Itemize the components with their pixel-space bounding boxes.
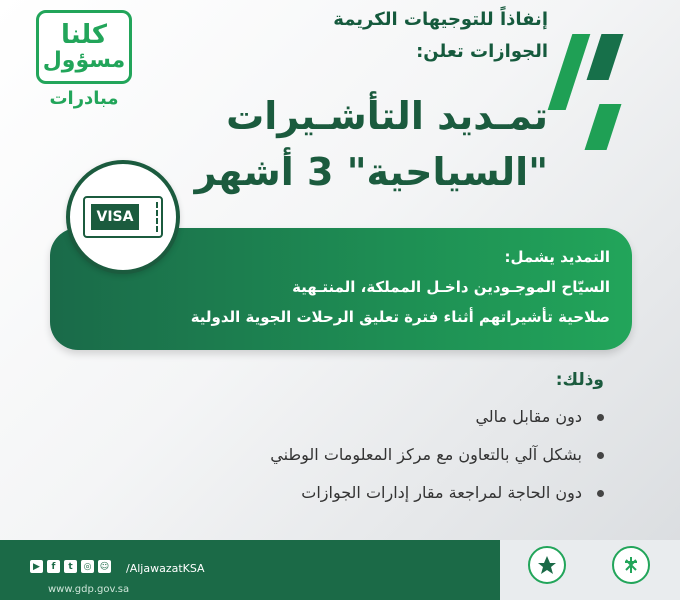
intro-text xyxy=(188,4,548,68)
bullet-icon xyxy=(597,414,604,421)
social-handle[interactable]: /AljawazatKSA xyxy=(126,562,205,575)
title-line-2: "السياحية" 3 أشهر xyxy=(194,150,548,194)
facebook-icon[interactable]: f xyxy=(47,560,60,573)
list-item-text: دون الحاجة لمراجعة مقار إدارات الجوازات xyxy=(301,483,582,502)
footer-emblem-area xyxy=(500,540,680,600)
decorative-slash xyxy=(587,34,624,80)
list-item-text: بشكل آلي بالتعاون مع مركز المعلومات الوطني xyxy=(270,445,582,464)
card-dashed-edge xyxy=(144,202,158,232)
youtube-icon[interactable]: ▶ xyxy=(30,560,43,573)
footer-bar xyxy=(0,540,680,600)
social-icons xyxy=(30,560,111,573)
snapchat-icon[interactable]: ☺ xyxy=(99,561,110,572)
logo-initiatives-label: مبادرات xyxy=(49,88,119,109)
twitter-icon[interactable]: t xyxy=(64,560,77,573)
logo-line-1: كلنا xyxy=(60,20,108,50)
visa-card xyxy=(83,196,163,238)
decorative-slash xyxy=(585,104,622,150)
page-title xyxy=(148,88,548,200)
logo-line-2: مسؤول xyxy=(42,48,126,73)
bullet-icon xyxy=(597,490,604,497)
band-heading: التمديد يشمل: xyxy=(504,248,610,266)
band-line-1: السيّاح الموجـودين داخـل المملكة، المنتـهية xyxy=(292,278,610,296)
list-item xyxy=(144,436,604,474)
list-item xyxy=(144,474,604,512)
conditions-list xyxy=(144,398,604,512)
ministry-emblem-icon xyxy=(612,546,650,584)
visa-card-icon xyxy=(66,160,180,274)
list-item-text: دون مقابل مالي xyxy=(475,407,582,426)
decorative-slash xyxy=(548,34,591,110)
title-line-1: تمـديد التأشـيرات xyxy=(226,94,548,138)
intro-line-1: إنفاذاً للتوجيهات الكريمة xyxy=(333,9,548,30)
list-item xyxy=(144,398,604,436)
band-line-2: صلاحية تأشيراتهم أثناء فترة تعليق الرحلات الجوية الدولية xyxy=(190,308,610,326)
band-text xyxy=(150,242,610,332)
visa-label: VISA xyxy=(89,202,141,232)
kulna-masool-logo xyxy=(36,10,132,84)
list-heading: وذلك: xyxy=(555,370,604,390)
instagram-icon[interactable]: ◎ xyxy=(81,560,94,573)
bullet-icon xyxy=(597,452,604,459)
website-link[interactable]: www.gdp.gov.sa xyxy=(48,584,130,595)
intro-line-2: الجوازات تعلن: xyxy=(416,41,548,62)
jawazat-emblem-icon xyxy=(528,546,566,584)
